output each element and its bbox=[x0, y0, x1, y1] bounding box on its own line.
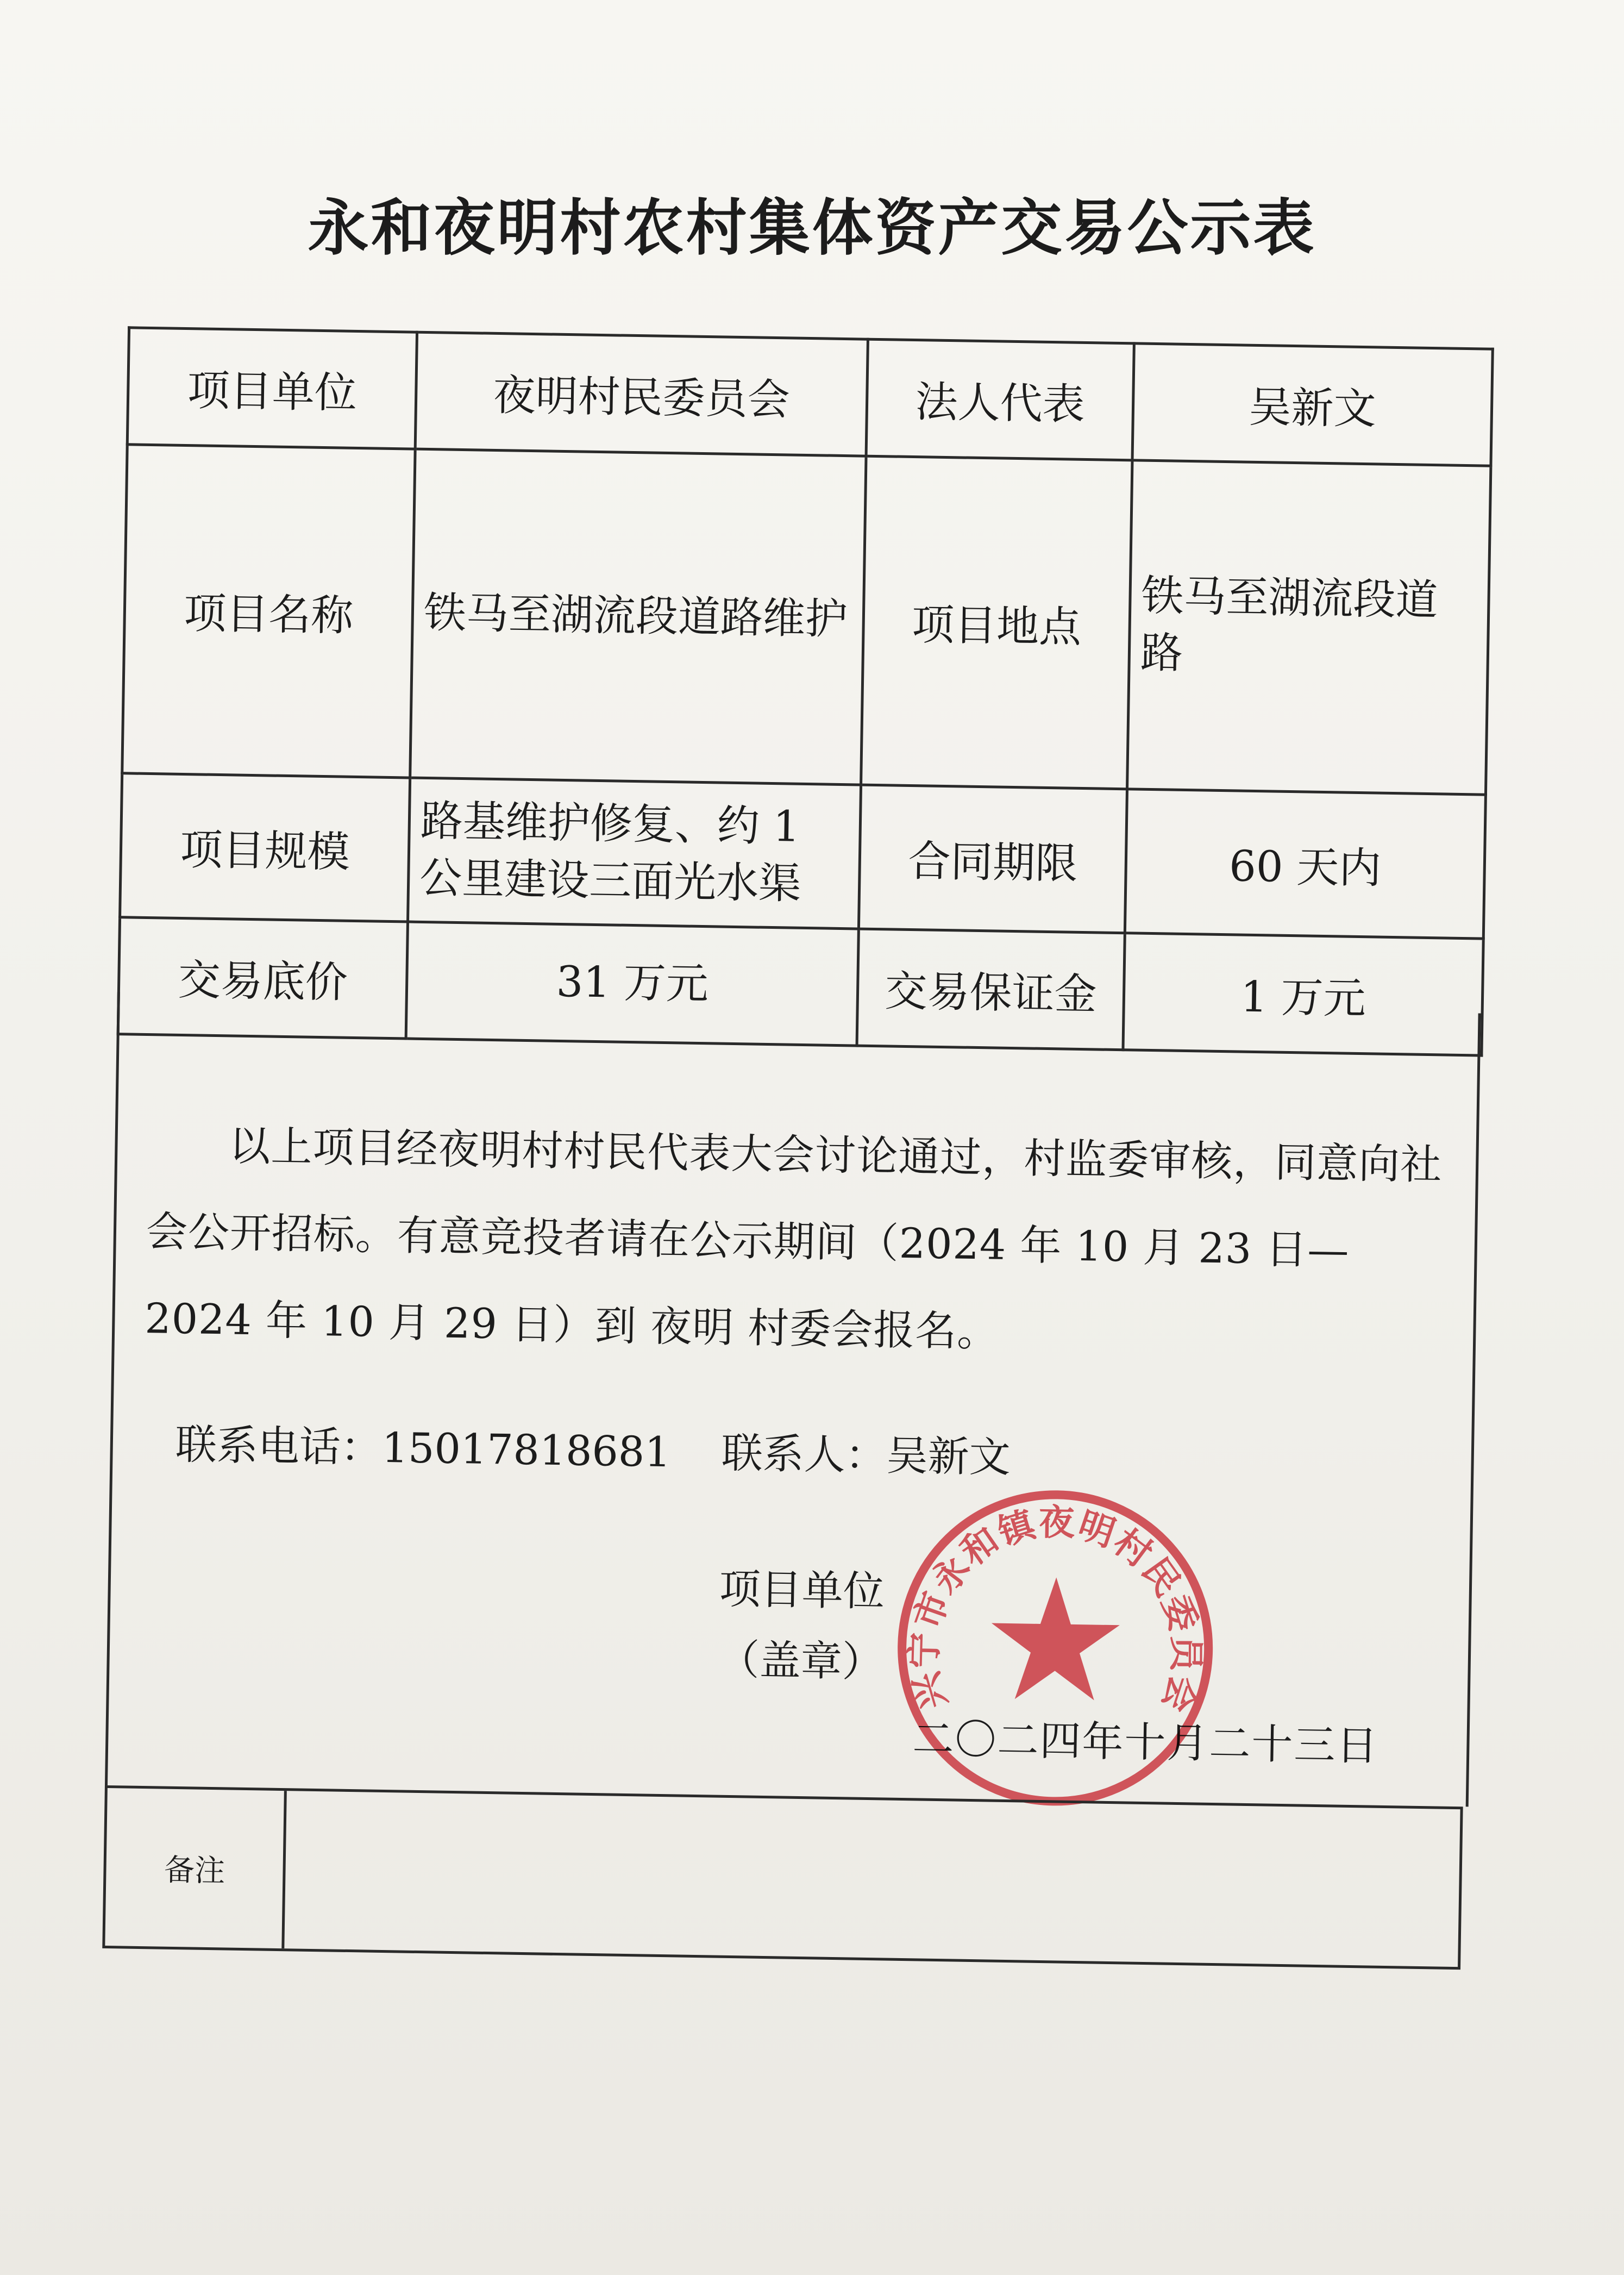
value-project-unit: 夜明村民委员会 bbox=[415, 332, 868, 456]
label-legal-rep: 法人代表 bbox=[866, 339, 1134, 460]
value-project-location: 铁马至湖流段道路 bbox=[1127, 460, 1491, 795]
official-seal-icon bbox=[889, 1483, 1220, 1814]
value-legal-rep: 吴新文 bbox=[1132, 343, 1493, 466]
notes-row bbox=[102, 1785, 1463, 1970]
contact-person-value: 吴新文 bbox=[886, 1431, 1011, 1482]
value-project-scale: 路基维护修复、约 1 公里建设三面光水渠 bbox=[408, 778, 861, 929]
seal-text: 兴宁市永和镇夜明村民委员会 bbox=[903, 1501, 1207, 1718]
page-title: 永和夜明村农村集体资产交易公示表 bbox=[308, 193, 1316, 264]
value-project-name: 铁马至湖流段道路维护 bbox=[410, 449, 866, 785]
value-base-price: 31 万元 bbox=[406, 922, 858, 1046]
contact-phone bbox=[175, 1411, 671, 1478]
label-project-scale: 项目规模 bbox=[120, 773, 410, 922]
table-row bbox=[120, 773, 1486, 939]
label-project-name: 项目名称 bbox=[122, 445, 415, 778]
label-project-unit: 项目单位 bbox=[127, 328, 417, 449]
contact-phone-value: 15017818681 bbox=[381, 1423, 672, 1477]
project-info-table bbox=[117, 326, 1494, 1057]
announcement-text: 以上项目经夜明村村民代表大会讨论通过，村监委审核，同意向社会公开招标。有意竞投者请在公示期间（2024 年 10 月 23 日—2024 年 10 月 29 日）到 夜明 村委会报名。 bbox=[144, 1121, 1443, 1356]
value-contract-term: 60 天内 bbox=[1125, 789, 1485, 939]
signature-unit: 项目单位 bbox=[719, 1564, 885, 1616]
table-row bbox=[127, 328, 1493, 466]
signature-date: 二〇二四年十月二十三日 bbox=[912, 1714, 1380, 1770]
contact-phone-label: 联系电话： bbox=[175, 1420, 383, 1472]
value-deposit: 1 万元 bbox=[1123, 933, 1483, 1055]
label-deposit: 交易保证金 bbox=[857, 929, 1125, 1050]
contact-person-label: 联系人： bbox=[721, 1428, 887, 1480]
signature-stamp-label: （盖章） bbox=[718, 1635, 884, 1686]
label-contract-term: 合同期限 bbox=[858, 785, 1127, 933]
contact-person bbox=[721, 1420, 1011, 1484]
notes-label: 备注 bbox=[105, 1788, 287, 1948]
table-row bbox=[122, 445, 1491, 795]
label-project-location: 项目地点 bbox=[861, 456, 1132, 789]
announcement-body bbox=[105, 992, 1481, 1807]
announcement-sheet bbox=[102, 326, 1491, 1972]
label-base-price: 交易底价 bbox=[118, 917, 407, 1039]
